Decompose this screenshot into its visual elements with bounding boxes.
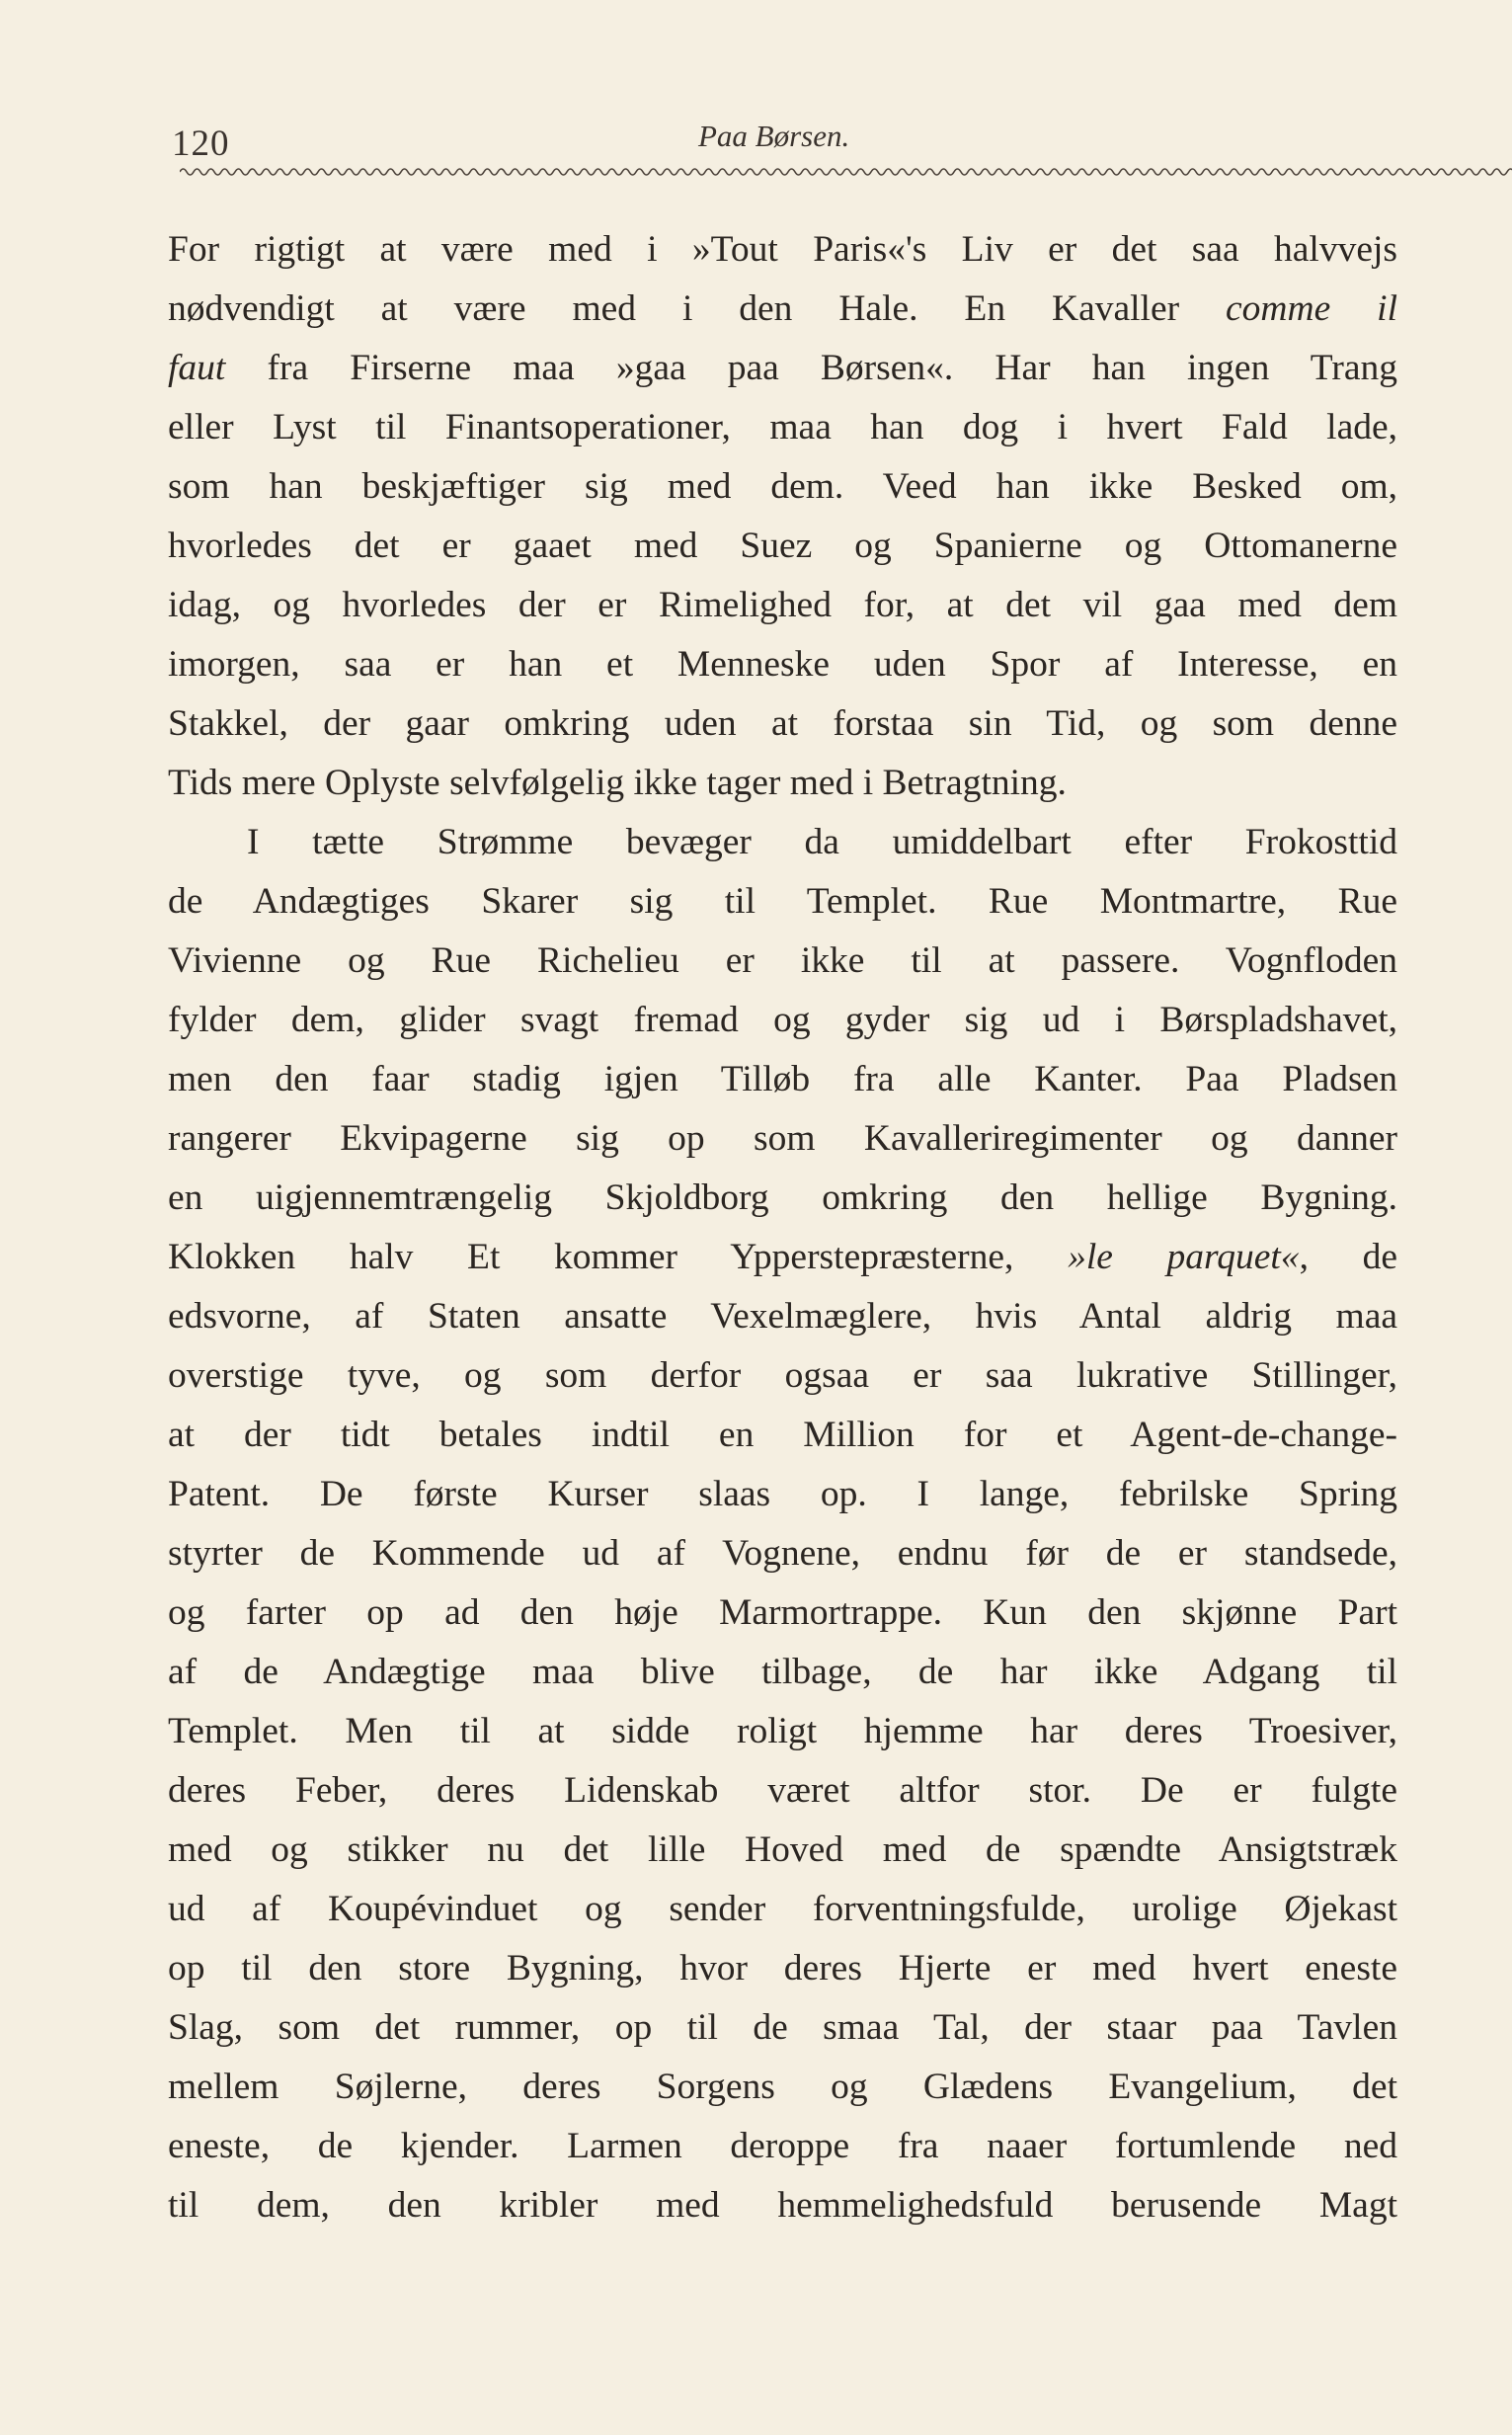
running-head	[170, 117, 1404, 172]
text-line	[168, 2117, 1397, 2176]
text-run: af de Andægtige maa blive tilbage, de har ikke Adgang til	[168, 1652, 1397, 1692]
text-line	[168, 1050, 1397, 1109]
text-run: Vivienne og Rue Richelieu er ikke til at passere. Vognfloden	[168, 940, 1397, 981]
text-line	[168, 1583, 1397, 1643]
text-line	[168, 1643, 1397, 1702]
text-run: Slag, som det rummer, op til de smaa Tal, der staar paa Tavlen	[168, 2007, 1397, 2048]
running-title: Paa Børsen.	[698, 119, 850, 153]
text-run: deres Feber, deres Lidenskab været altfor stor. De er fulgte	[168, 1770, 1397, 1811]
text-line	[168, 813, 1397, 872]
text-line	[168, 398, 1397, 457]
text-run: fra Firserne maa »gaa paa Børsen«. Har han ingen Trang	[225, 348, 1397, 388]
text-line	[168, 339, 1397, 398]
text-run: at der tidt betales indtil en Million for et Agent-de-change-	[168, 1415, 1397, 1455]
text-run: imorgen, saa er han et Menneske uden Spor af Interesse, en	[168, 644, 1397, 685]
text-line	[168, 1169, 1397, 1228]
text-line	[168, 1406, 1397, 1465]
text-run: Klokken halv Et kommer Ypperstepræsterne,	[168, 1237, 1069, 1277]
text-run: , de	[1299, 1237, 1397, 1277]
text-run: mellem Søjlerne, deres Sorgens og Glædens Evangelium, det	[168, 2067, 1397, 2107]
italic-phrase: comme il	[1226, 288, 1397, 329]
text-run: idag, og hvorledes der er Rimelighed for, at det vil gaa med dem	[168, 585, 1397, 625]
text-run: Templet. Men til at sidde roligt hjemme har deres Troesiver,	[168, 1711, 1397, 1751]
text-line	[168, 1228, 1397, 1287]
text-line	[168, 1761, 1397, 1821]
text-line	[168, 694, 1397, 754]
text-line	[168, 1821, 1397, 1880]
text-run: en uigjennemtrængelig Skjoldborg omkring den hellige Bygning.	[168, 1177, 1397, 1218]
text-run: hvorledes det er gaaet med Suez og Spanierne og Ottomanerne	[168, 526, 1397, 566]
text-run: rangerer Ekvipagerne sig op som Kavalleriregimenter og danner	[168, 1118, 1397, 1159]
wavy-ornament-rule-icon	[180, 164, 1512, 180]
text-run: de Andægtiges Skarer sig til Templet. Rue Montmartre, Rue	[168, 881, 1397, 922]
text-run: som han beskjæftiger sig med dem. Veed han ikke Besked om,	[168, 466, 1397, 507]
text-run: overstige tyve, og som derfor ogsaa er saa lukrative Stillinger,	[168, 1355, 1397, 1396]
text-line	[168, 1109, 1397, 1169]
text-line	[168, 1939, 1397, 1998]
text-line	[168, 2058, 1397, 2117]
text-line	[168, 1880, 1397, 1939]
text-run: til dem, den kribler med hemmelighedsfuld berusende Magt	[168, 2185, 1397, 2226]
text-run: fylder dem, glider svagt fremad og gyder sig ud i Børspladshavet,	[168, 1000, 1397, 1040]
italic-phrase: faut	[168, 348, 226, 388]
body-text	[168, 220, 1397, 2235]
text-line	[168, 635, 1397, 694]
text-line	[168, 457, 1397, 517]
text-line	[168, 991, 1397, 1050]
text-line	[168, 1998, 1397, 2058]
text-run: op til den store Bygning, hvor deres Hjerte er med hvert eneste	[168, 1948, 1397, 1989]
text-line	[168, 1524, 1397, 1583]
text-run: Tids mere Oplyste selvfølgelig ikke tager med i Betragtning.	[168, 763, 1067, 803]
text-run: edsvorne, af Staten ansatte Vexelmæglere, hvis Antal aldrig maa	[168, 1296, 1397, 1337]
text-run: eller Lyst til Finantsoperationer, maa han dog i hvert Fald lade,	[168, 407, 1397, 447]
italic-phrase: »le parquet«	[1068, 1237, 1300, 1277]
text-line	[168, 754, 1397, 813]
text-line	[168, 872, 1397, 932]
text-run: styrter de Kommende ud af Vognene, endnu før de er standsede,	[168, 1533, 1397, 1574]
text-line	[168, 1346, 1397, 1406]
text-run: I tætte Strømme bevæger da umiddelbart efter Frokosttid	[247, 822, 1397, 862]
text-run: Stakkel, der gaar omkring uden at forstaa sin Tid, og som denne	[168, 703, 1397, 744]
text-run: og farter op ad den høje Marmortrappe. Kun den skjønne Part	[168, 1592, 1397, 1633]
text-line	[168, 2176, 1397, 2235]
page-number: 120	[172, 123, 230, 164]
text-line	[168, 1465, 1397, 1524]
text-run: med og stikker nu det lille Hoved med de spændte Ansigtstræk	[168, 1829, 1397, 1870]
text-run: ud af Koupévinduet og sender forventningsfulde, urolige Øjekast	[168, 1889, 1397, 1929]
text-run: nødvendigt at være med i den Hale. En Kavaller	[168, 288, 1227, 329]
text-run: For rigtigt at være med i »Tout Paris«'s Liv er det saa halvvejs	[168, 229, 1397, 270]
text-line	[168, 220, 1397, 280]
text-line	[168, 576, 1397, 635]
text-line	[168, 932, 1397, 991]
text-line	[168, 517, 1397, 576]
text-run: eneste, de kjender. Larmen deroppe fra naaer fortumlende ned	[168, 2126, 1397, 2166]
text-line	[168, 1287, 1397, 1346]
text-line	[168, 1702, 1397, 1761]
text-run: Patent. De første Kurser slaas op. I lange, febrilske Spring	[168, 1474, 1397, 1514]
text-run: men den faar stadig igjen Tilløb fra alle Kanter. Paa Pladsen	[168, 1059, 1397, 1099]
text-line	[168, 280, 1397, 339]
